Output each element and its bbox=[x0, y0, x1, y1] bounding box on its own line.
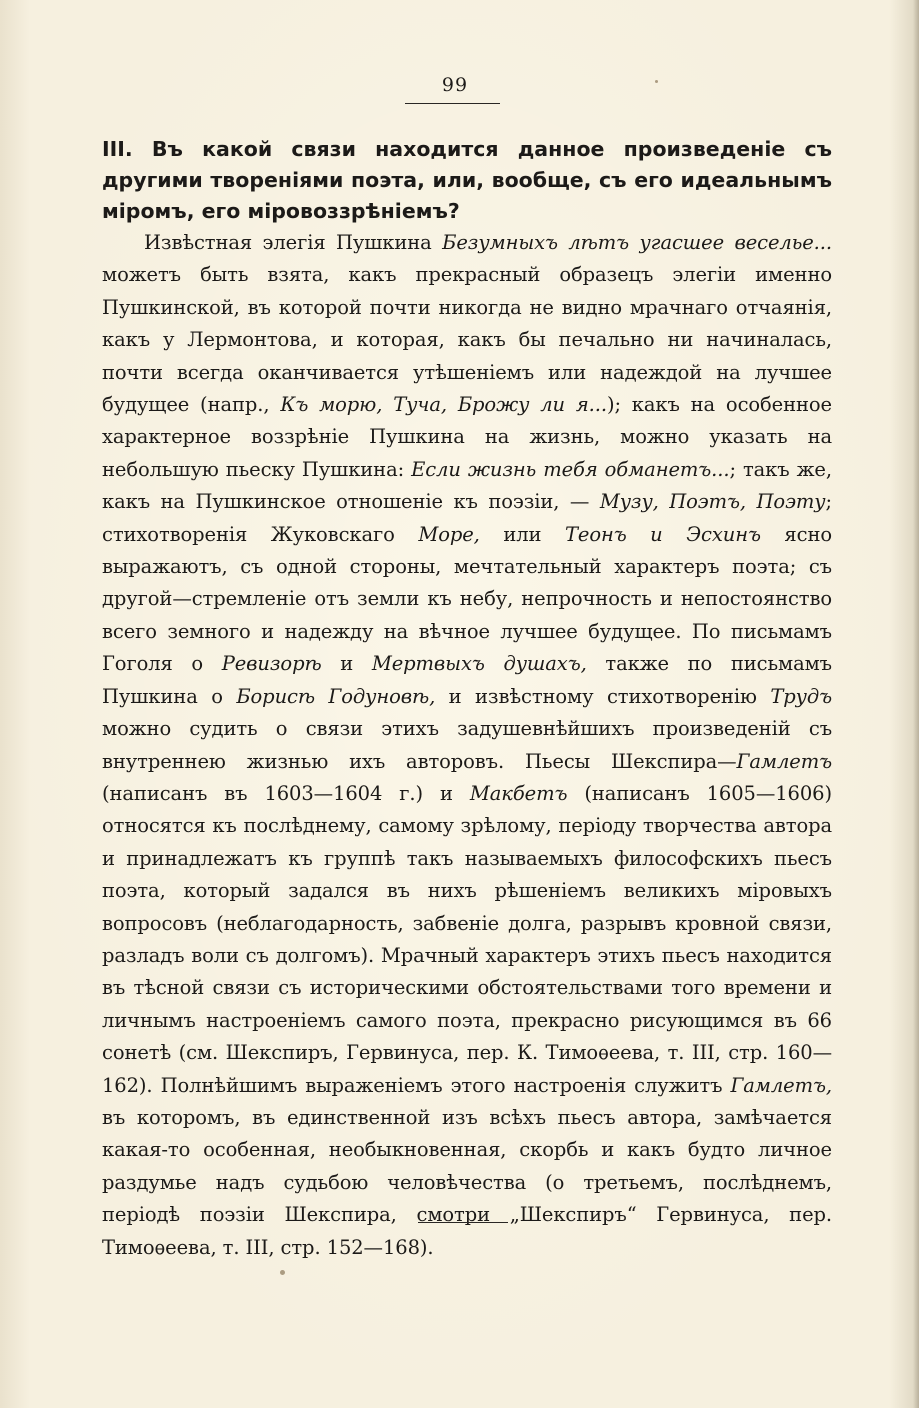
text-run-4: ); какъ на особенное характерное воззрѣніе Пушкина на жизнь, можно указать на небольшую пьеску Пушкина: bbox=[102, 393, 832, 481]
text-run-5: Если жизнь тебя обманетъ... bbox=[411, 457, 730, 481]
body-paragraph bbox=[102, 227, 832, 1264]
page-edge-shadow bbox=[913, 0, 919, 1408]
text-run-14: и bbox=[321, 652, 372, 676]
text-run-2: можетъ быть взята, какъ прекрасный образецъ элегіи именно Пушкинской, въ которой почти никогда не видно мрачнаго отчаянія, какъ у Лермонтова, и которая, какъ бы печально ни начиналась, почти всегда оканчивается утѣшеніемъ или надеждой на лучшее будущее (напр., bbox=[102, 263, 832, 417]
text-run-24: (написанъ 1605—1606) относятся къ послѣднему, самому зрѣлому, періоду творчества автора и принадлежатъ къ группѣ такъ называемыхъ философскихъ пьесъ поэта, который задался въ нихъ рѣшеніемъ великихъ міровыхъ вопросовъ (неблагодарность, забвеніе долга, разрывъ кровной связи, разладъ воли съ долгомъ). Мрачный характеръ этихъ пьесъ находится въ тѣсной связи съ историческими обстоятельствами того времени и личнымъ настроеніемъ самого поэта, прекрасно рисующимся въ 66 сонетѣ (см. Шекспиръ, Гервинуса, пер. К. Тимоѳеева, т. III, стр. 160—162). Полнѣйшимъ выраженіемъ этого настроенія служитъ bbox=[102, 781, 832, 1097]
text-run-23: Макбетъ bbox=[469, 781, 568, 805]
text-run-12: ясно выражаютъ, съ одной стороны, мечтательный характеръ поэта; съ другой—стремленіе отъ земли къ небу, непрочность и непостоянство всего земного и надежду на вѣчное лучшее будущее. По письмамъ Гоголя о bbox=[102, 522, 832, 676]
paragraph-runs bbox=[102, 231, 832, 1259]
text-run-8: ; стихотворенія Жуковскаго bbox=[102, 490, 832, 546]
text-run-1: Безумныхъ лѣтъ угасшее веселье... bbox=[442, 231, 832, 254]
text-run-21: Гамлетъ bbox=[736, 749, 832, 773]
text-run-7: Музу, Поэтъ, Поэту bbox=[599, 490, 826, 514]
text-run-3: Къ морю, Туча, Брожу ли я... bbox=[280, 393, 607, 417]
text-run-20: можно судить о связи этихъ задушевнѣйшихъ произведеній съ внутреннею жизнью ихъ авторовъ. Пьесы Шекспира— bbox=[102, 717, 832, 773]
text-run-15: Мертвыхъ душахъ, bbox=[371, 652, 587, 676]
text-run-17: Борисѣ Годуновѣ, bbox=[236, 684, 436, 708]
text-run-13: Ревизорѣ bbox=[221, 652, 322, 676]
footer-rule bbox=[418, 1222, 508, 1223]
paper-speck bbox=[655, 80, 658, 83]
text-run-6: ; такъ же, какъ на Пушкинское отношеніе къ поэзіи, — bbox=[102, 457, 832, 514]
section-heading: III. Въ какой связи находится данное произведеніе съ другими твореніями поэта, или, вообще, съ его идеальнымъ міромъ, его міровоззрѣніемъ? bbox=[102, 137, 832, 223]
text-run-10: или bbox=[479, 522, 565, 546]
text-run-18: и извѣстному стихотворенію bbox=[435, 684, 771, 708]
header-rule bbox=[405, 103, 500, 104]
text-run-16: также по письмамъ Пушкина о bbox=[102, 652, 832, 708]
text-run-11: Теонъ и Эсхинъ bbox=[564, 522, 761, 546]
text-run-9: Море, bbox=[418, 522, 480, 546]
text-run-22: (написанъ въ 1603—1604 г.) и bbox=[102, 781, 470, 805]
page-number: 99 bbox=[441, 74, 469, 96]
text-run-25: Гамлетъ, bbox=[730, 1073, 832, 1097]
text-run-26: въ которомъ, въ единственной изъ всѣхъ пьесъ автора, замѣчается какая-то особенная, необыкновенная, скорбь и какъ будто личное раздумье надъ судьбою человѣчества (о третьемъ, послѣднемъ, періодѣ поэзіи Шекспира, смотри „Шекспиръ“ Гервинуса, пер. Тимоѳеева, т. III, стр. 152—168). bbox=[102, 1105, 832, 1259]
text-run-19: Трудъ bbox=[770, 684, 832, 708]
text-run-0: Извѣстная элегія Пушкина bbox=[144, 231, 443, 254]
paper-speck bbox=[280, 1270, 285, 1275]
